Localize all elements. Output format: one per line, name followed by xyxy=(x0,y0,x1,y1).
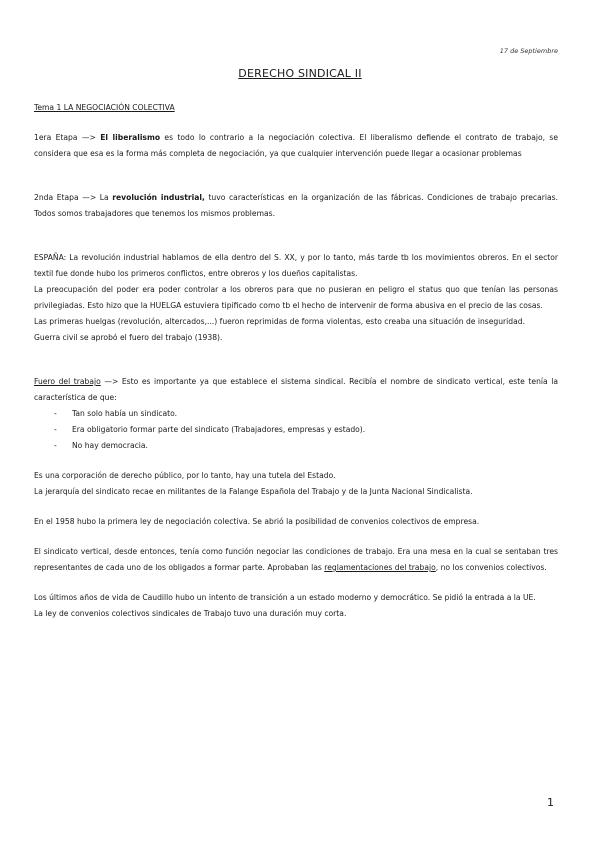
paragraph-ultimos-1: Los últimos años de vida de Caudillo hubo un intento de transición a un estado moderno y democrático. Se pidió la entrada a la UE. xyxy=(34,593,536,602)
p7-text-a: El sindicato vertical, desde entonces, tenía como función negociar las condiciones de trabajo. Era una mesa en la cual se sentaban tres representantes de cada uno de los obligados a formar parte. Aprobaban las xyxy=(34,547,558,572)
paragraph-espana-3: Las primeras huelgas (revolución, altercados,...) fueron reprimidas de forma violentas, esto creaba una situación de inseguridad. xyxy=(34,317,525,326)
p7-underlined: reglamentaciones del trabajo xyxy=(324,563,436,572)
p2-text: tuvo características en la organización de las fábricas. Condiciones de trabajo precarias. Todos somos trabajadores que tenemos los mismos problemas. xyxy=(34,193,558,218)
topic-heading: Tema 1 LA NEGOCIACIÓN COLECTIVA xyxy=(34,103,175,112)
paragraph-1958: En el 1958 hubo la primera ley de negociación colectiva. Se abrió la posibilidad de convenios colectivos de empresa. xyxy=(34,517,480,526)
p4-underlined: Fuero del trabajo xyxy=(34,377,101,386)
document-title: DERECHO SINDICAL II xyxy=(238,67,362,80)
list-item: - Tan solo había un sindicato. xyxy=(34,406,558,422)
paragraph-espana-2: La preocupación del poder era poder controlar a los obreros para que no pusieran en peligro el status quo que tenían las personas privilegiadas. Esto hizo que la HUELGA estuviera tipificado como tb el hecho de intervenir de forma abusiva en el precio de las cosas. xyxy=(34,285,558,310)
p2-prefix: 2nda Etapa —> La xyxy=(34,193,113,202)
p1-prefix: 1era Etapa —> xyxy=(34,133,101,142)
header-date: 17 de Septiembre xyxy=(499,47,558,55)
paragraph-ultimos-2: La ley de convenios colectivos sindicales de Trabajo tuvo una duración muy corta. xyxy=(34,609,347,618)
p7-text-c: , no los convenios colectivos. xyxy=(435,563,547,572)
paragraph-corporacion-1: Es una corporación de derecho público, por lo tanto, hay una tutela del Estado. xyxy=(34,471,336,480)
paragraph-sindicato-vertical xyxy=(34,544,558,576)
paragraph-espana-4: Guerra civil se aprobó el fuero del trabajo (1938). xyxy=(34,333,223,342)
p1-bold: El liberalismo xyxy=(100,133,161,142)
list-item: - No hay democracia. xyxy=(34,438,558,454)
paragraph-liberalismo xyxy=(34,130,558,162)
paragraph-espana-1: ESPAÑA: La revolución industrial hablamos de ella dentro del S. XX, y por lo tanto, más tarde tb los movimientos obreros. En el sector textil fue donde hubo los primeros conflictos, entre obreros y los dueños capitalistas. xyxy=(34,253,558,278)
page-number: 1 xyxy=(547,796,554,809)
p1-text: es todo lo contrario a la negociación colectiva. El liberalismo defiende el contrato de trabajo, se considera que esa es la forma más completa de negociación, ya que cualquier intervención puede llegar a ocasionar problemas xyxy=(34,133,559,158)
list-item: - Era obligatorio formar parte del sindicato (Trabajadores, empresas y estado). xyxy=(34,422,558,438)
paragraph-corporacion-2: La jerarquía del sindicato recae en militantes de la Falange Española del Trabajo y de la Junta Nacional Sindicalista. xyxy=(34,487,473,496)
fuero-list xyxy=(34,406,558,454)
p2-bold: revolución industrial, xyxy=(112,193,205,202)
paragraph-revolucion xyxy=(34,190,558,222)
paragraph-fuero xyxy=(34,374,558,406)
p4-text: —> Esto es importante ya que establece el sistema sindical. Recibía el nombre de sindicato vertical, este tenía la característica de que: xyxy=(34,377,558,402)
document-body xyxy=(34,100,558,622)
